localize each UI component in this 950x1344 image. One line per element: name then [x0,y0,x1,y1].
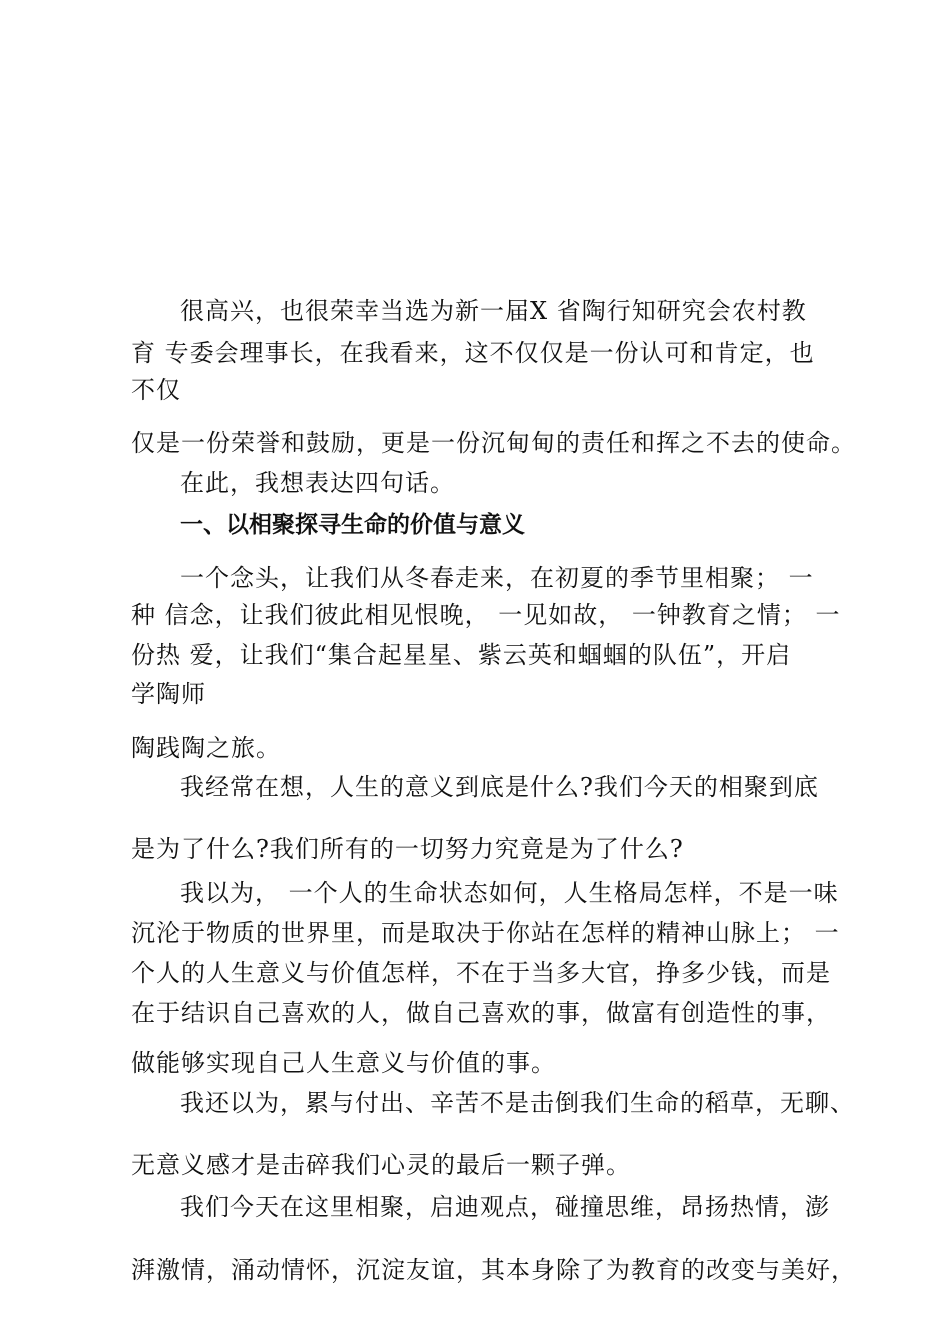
paragraph-line: 我经常在想，人生的意义到底是什么?我们今天的相聚到底 [180,773,819,801]
paragraph-line: 陶践陶之旅。 [131,734,281,762]
paragraph-line: 很高兴，也很荣幸当选为新一届X 省陶行知研究会农村教 [180,297,807,325]
paragraph-line: 无意义感才是击碎我们心灵的最后一颗子弹。 [131,1151,631,1179]
paragraph-line: 在此，我想表达四句话。 [180,469,455,497]
paragraph-line: 湃激情，涌动情怀，沉淀友谊，其本身除了为教育的改变与美好， [131,1256,856,1284]
paragraph-line: 做能够实现自己人生意义与价值的事。 [131,1049,556,1077]
paragraph-line: 仅是一份荣誉和鼓励，更是一份沉甸甸的责任和挥之不去的使命。 [131,429,856,457]
paragraph-line: 学陶师 [131,680,206,708]
paragraph-line: 一个念头，让我们从冬春走来，在初夏的季节里相聚； 一 [180,564,814,592]
document-title-line-2 [0,244,950,288]
paragraph-line: 种 信念，让我们彼此相见恨晚， 一见如故， 一钟教育之情； 一 [131,601,841,629]
paragraph-line: 我以为， 一个人的生命状态如何，人生格局怎样，不是一味 [180,879,839,907]
paragraph-line: 份热 爱，让我们“集合起星星、紫云英和蝈蝈的队伍”，开启 [131,641,792,669]
paragraph-line: 是为了什么?我们所有的一切努力究竟是为了什么? [131,835,684,863]
document-title-line-1 [0,200,950,244]
section-heading: 一、以相聚探寻生命的价值与意义 [180,512,525,538]
paragraph-line: 我们今天在这里相聚，启迪观点，碰撞思维，昂扬热情，澎 [180,1193,830,1221]
paragraph-line: 不仅 [131,376,181,404]
paragraph-line: 个人的人生意义与价值怎样，不在于当多大官，挣多少钱，而是 [131,959,831,987]
paragraph-line: 育 专委会理事长，在我看来，这不仅仅是一份认可和肯定，也 [131,339,815,367]
paragraph-line: 在于结识自己喜欢的人，做自己喜欢的事，做富有创造性的事， [131,999,831,1027]
paragraph-line: 我还以为，累与付出、辛苦不是击倒我们生命的稻草，无聊、 [180,1089,855,1117]
paragraph-line: 沉沦于物质的世界里，而是取决于你站在怎样的精神山脉上； 一 [131,919,840,947]
